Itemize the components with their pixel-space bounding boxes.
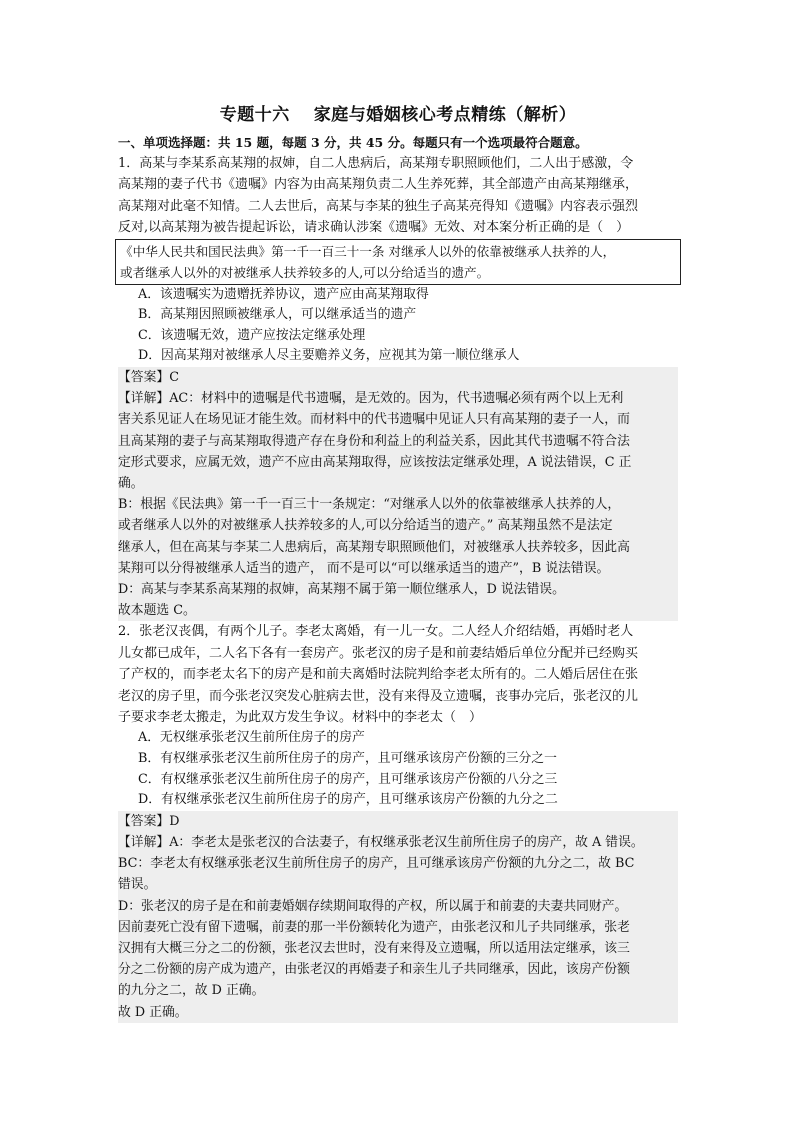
analysis-line: B：根据《民法典》第一千一百三十一条规定：“对继承人以外的依靠被继承人扶养的人， <box>118 497 621 513</box>
question-1-options <box>118 285 678 367</box>
analysis-line: 错误。 <box>118 877 157 893</box>
analysis-line: 分之二份额的房产成为遗产，由张老汉的再婚妻子和亲生儿子共同继承，因此，该房产份额 <box>118 962 630 978</box>
option-c: C．有权继承张老汉生前所住房子的房产，且可继承该房产份额的八分之三 <box>138 771 558 787</box>
option-c: C．该遗嘱无效，遗产应按法定继承处理 <box>138 327 366 343</box>
analysis-line: D：张老汉的房子是在和前妻婚姻存续期间取得的产权，所以属于和前妻的夫妻共同财产。 <box>118 898 628 914</box>
stem-line: 高某翔的妻子代书《遗嘱》内容为由高某翔负责二人生养死葬，其全部遗产由高某翔继承， <box>118 177 639 193</box>
analysis-line: 或者继承人以外的对被继承人扶养较多的人,可以分给适当的遗产。” 高某翔虽然不是法定 <box>118 518 613 534</box>
analysis-line: 害关系见证人在场见证才能生效。而材料中的代书遗嘱中见证人只有高某翔的妻子一人，而 <box>118 412 630 428</box>
page-title: 专题十六 家庭与婚姻核心考点精练（解析） <box>219 105 577 125</box>
analysis-line: 继承人，但在高某与李某二人患病后，高某翔专职照顾他们，对被继承人扶养较多，因此高 <box>118 539 630 555</box>
stem-line: 反对,以高某翔为被告提起诉讼，请求确认涉案《遗嘱》无效、对本案分析正确的是（ ） <box>118 220 630 236</box>
analysis-line: D：高某与李某系高某翔的叔婶，高某翔不属于第一顺位继承人，D 说法错误。 <box>118 582 565 598</box>
section-heading: 一、单项选择题：共 15 题，每题 3 分，共 45 分。每题只有一个选项最符合题意。 <box>118 135 588 150</box>
option-a: A．该遗嘱实为遗赠抚养协议，遗产应由高某翔取得 <box>138 286 429 302</box>
analysis-line: 因前妻死亡没有留下遗嘱，前妻的那一半份额转化为遗产，由张老汉和儿子共同继承，张老 <box>118 919 630 935</box>
analysis-line: 汉拥有大概三分之二的份额，张老汉去世时，没有来得及立遗嘱，所以适用法定继承，该三 <box>118 941 630 957</box>
analysis-line: BC：李老太有权继承张老汉生前所住房子的房产，且可继承该房产份额的九分之二，故 BC <box>118 856 635 872</box>
analysis-line: 确。 <box>118 476 144 492</box>
analysis-line: 故 D 正确。 <box>118 1004 188 1020</box>
question-2-stem <box>118 621 678 728</box>
option-d: D．有权继承张老汉生前所住房子的房产，且可继承该房产份额的九分之二 <box>138 792 558 808</box>
stem-line: 2．张老汉丧偶，有两个儿子。李老太离婚，有一儿一女。二人经人介绍结婚，再婚时老人 <box>118 624 634 640</box>
option-a: A．无权继承张老汉生前所住房子的房产 <box>138 730 365 746</box>
analysis-line: 某翔可以分得被继承人适当的遗产， 而不是可以“可以继承适当的遗产”，B 说法错误。 <box>118 560 610 576</box>
stem-line: 儿女都已成年，二人名下各有一套房产。张老汉的房子是和前妻结婚后单位分配并已经购买 <box>118 645 639 661</box>
analysis-line: 故本题选 C。 <box>118 603 196 619</box>
question-2-solution <box>118 811 678 1023</box>
analysis-line: 【详解】AC：材料中的遗嘱是代书遗嘱，是无效的。因为，代书遗嘱必须有两个以上无利 <box>118 391 624 407</box>
analysis-line: 的九分之二，故 D 正确。 <box>118 983 265 999</box>
stem-line: 子要求李老太搬走，为此双方发生争议。材料中的李老太（ ） <box>118 710 483 726</box>
answer-label: 【答案】C <box>118 370 179 385</box>
analysis-line: 且高某翔的妻子与高某翔取得遗产存在身份和利益上的利益关系，因此其代书遗嘱不符合法 <box>118 433 630 449</box>
stem-line: 1．高某与李某系高某翔的叔婶，自二人患病后，高某翔专职照顾他们，二人出于感激，令 <box>118 156 634 171</box>
analysis-line: 定形式要求，应属无效，遗产不应由高某翔取得，应该按法定继承处理，A 说法错误，C 正 <box>118 454 632 470</box>
analysis-line: 【详解】A：李老太是张老汉的合法妻子，有权继承张老汉生前所住房子的房产，故 A 错误。 <box>118 835 644 851</box>
document-page <box>118 100 678 1023</box>
question-1 <box>118 153 678 621</box>
question-2 <box>118 621 678 1022</box>
option-b: B．有权继承张老汉生前所住房子的房产，且可继承该房产份额的三分之一 <box>138 751 557 767</box>
option-b: B．高某翔因照顾被继承人，可以继承适当的遗产 <box>138 307 417 323</box>
stem-line: 老汉的房子里，而今张老汉突发心脏病去世，没有来得及立遗嘱，丧事办完后，张老汉的儿 <box>118 688 639 704</box>
stem-line: 了产权的，而李老太名下的房产是和前夫离婚时法院判给李老太所有的。二人婚后居住在张 <box>118 667 639 683</box>
stem-line: 高某翔对此毫不知情。二人去世后，高某与李某的独生子高某亮得知《遗嘱》内容表示强烈 <box>118 198 639 214</box>
question-1-stem <box>118 153 678 239</box>
material-box <box>115 239 681 285</box>
question-2-options <box>118 728 678 810</box>
option-d: D．因高某翔对被继承人尽主要赡养义务，应视其为第一顺位继承人 <box>138 348 520 364</box>
question-1-solution <box>118 367 678 621</box>
material-line: 或者继承人以外的对被继承人扶养较多的人,可以分给适当的遗产。 <box>120 264 490 280</box>
answer-label: 【答案】D <box>118 813 180 829</box>
material-line: 《中华人民共和国民法典》第一千一百三十一条 对继承人以外的依靠被继承人扶养的人， <box>120 243 616 259</box>
